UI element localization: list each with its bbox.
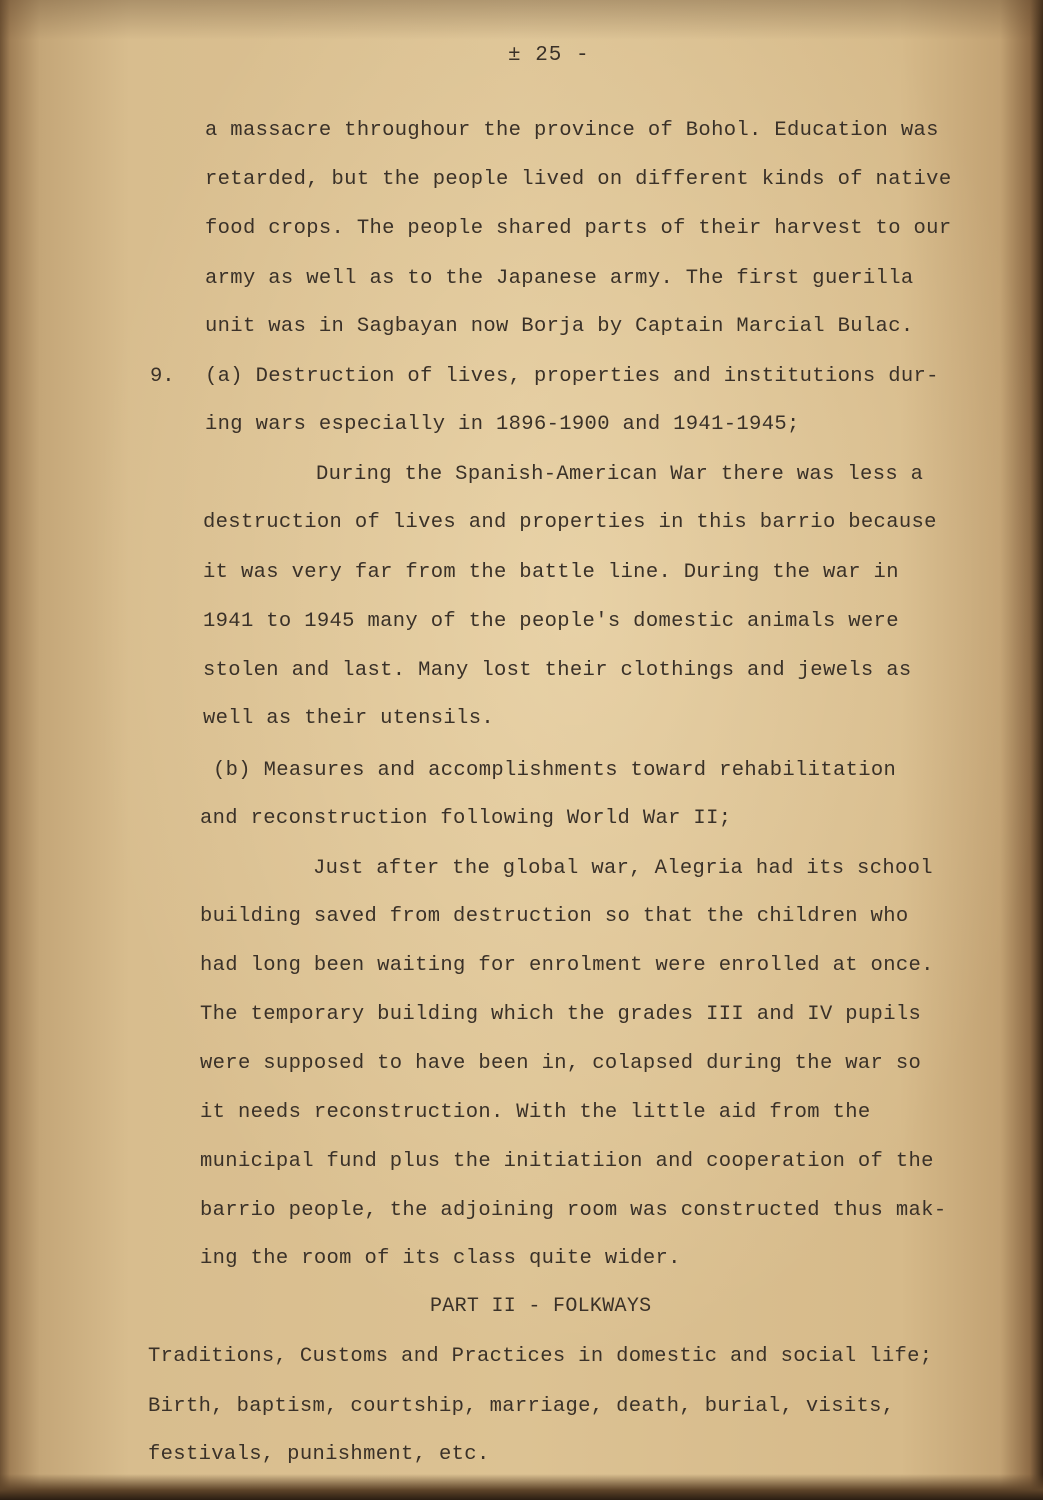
question-b-line: and reconstruction following World War II; [200,807,732,830]
text-line: unit was in Sagbayan now Borja by Captain Marcial Bulac. [205,315,914,338]
part-2-line: Traditions, Customs and Practices in domestic and social life; [148,1345,933,1368]
answer-b-line: had long been waiting for enrolment were enrolled at once. [200,954,934,977]
answer-b-line: The temporary building which the grades III and IV pupils [200,1003,922,1026]
answer-b-line: ing the room of its class quite wider. [200,1247,681,1270]
part-2-line: Birth, baptism, courtship, marriage, death, burial, visits, [148,1395,895,1418]
answer-a-line: well as their utensils. [203,707,494,730]
text-line: a massacre throughour the province of Bohol. Education was [205,119,939,142]
question-a-line: ing wars especially in 1896-1900 and 1941-1945; [205,413,800,436]
part-2-line: festivals, punishment, etc. [148,1443,490,1466]
question-b-line: (b) Measures and accomplishments toward rehabilitation [213,759,897,782]
answer-a-line: stolen and last. Many lost their clothings and jewels as [203,659,912,682]
answer-a-line: 1941 to 1945 many of the people's domestic animals were [203,610,899,633]
answer-a-line: During the Spanish-American War there was less a [316,463,924,486]
answer-b-line: it needs reconstruction. With the little aid from the [200,1101,871,1124]
page-number: ± 25 - [508,44,590,67]
item-number: 9. [150,365,175,388]
answer-a-line: it was very far from the battle line. During the war in [203,561,899,584]
answer-b-line: barrio people, the adjoining room was constructed thus mak- [200,1199,947,1222]
part-heading: PART II - FOLKWAYS [430,1295,652,1318]
text-line: retarded, but the people lived on different kinds of native [205,168,952,191]
text-line: army as well as to the Japanese army. The first guerilla [205,267,914,290]
answer-b-line: were supposed to have been in, colapsed during the war so [200,1052,922,1075]
answer-b-line: building saved from destruction so that the children who [200,905,909,928]
text-line: food crops. The people shared parts of their harvest to our [205,217,952,240]
answer-b-line: Just after the global war, Alegria had its school [313,857,933,880]
answer-a-line: destruction of lives and properties in this barrio because [203,511,937,534]
question-a-line: (a) Destruction of lives, properties and institutions dur- [205,365,939,388]
answer-b-line: municipal fund plus the initiatiion and cooperation of the [200,1150,934,1173]
